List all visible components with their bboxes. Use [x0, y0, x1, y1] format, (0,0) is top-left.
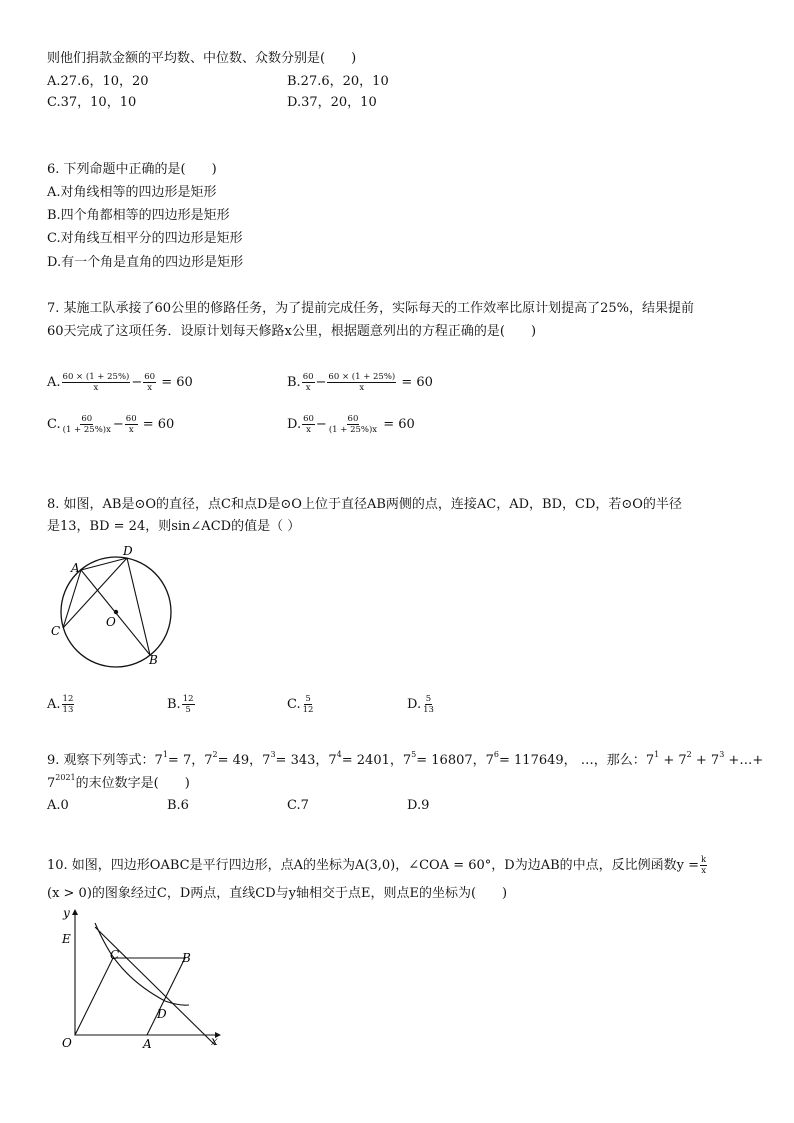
base: 7	[678, 753, 687, 768]
label-y: y	[63, 906, 70, 920]
denominator: x	[147, 383, 153, 393]
fraction	[143, 372, 156, 393]
minus-sign: −	[131, 375, 143, 390]
base: 7	[204, 753, 213, 768]
numerator: 60	[302, 372, 314, 382]
q7-stem-line1: 7. 某施工队承接了60公里的修路任务，为了提前完成任务，实际每天的工作效率比原计划提高了25%，结果提前	[47, 301, 694, 316]
q8-stem-line1: 8. 如图，AB是⊙O的直径，点C和点D是⊙O上位于直径AB两侧的点，连接AC，AD，BD，CD，若⊙O的半径	[47, 497, 682, 512]
option-label: A.	[47, 697, 61, 712]
exponent: 3	[719, 749, 725, 759]
equals-60: = 60	[161, 375, 193, 390]
minus-sign: −	[315, 417, 327, 432]
base: 7	[710, 753, 720, 768]
fraction-k-over-x	[700, 855, 707, 876]
q9-stem-line1: 9. 观察下列等式：$7^1= 7$，$7^2= 49$，$7^3= 343$，$7^4= 2401$，$7^5= 16807$，$7^6= 117649$， …，那么：$7^1 + 7^2 + 7^3$ +…+	[47, 749, 764, 768]
q9-prefix: 9. 观察下列等式：	[47, 753, 155, 768]
numerator: 60	[125, 414, 137, 424]
q8-option-d	[407, 694, 436, 715]
numerator: 60	[144, 372, 156, 382]
base: 7	[402, 753, 412, 768]
exponent: 2021	[55, 772, 76, 782]
exponent: 4	[336, 749, 342, 759]
rhs: = 49，	[217, 753, 263, 768]
q9-option-b: B.6	[167, 798, 189, 813]
hyperbola-curve	[95, 923, 189, 1005]
option-label: D.	[407, 697, 422, 712]
numerator: 12	[182, 694, 194, 704]
q10-coordinate-figure	[55, 905, 230, 1055]
q6-stem: 6. 下列命题中正确的是( )	[47, 162, 217, 177]
option-label: B.	[287, 375, 301, 390]
q7-stem-line2: 60天完成了这项任务．设原计划每天修路x公里，根据题意列出的方程正确的是( )	[47, 324, 537, 339]
denominator: (1 + 25%)x	[62, 425, 111, 435]
q8-option-c	[287, 694, 315, 715]
rhs: = 16807，	[416, 753, 486, 768]
base: 7	[485, 753, 494, 768]
denominator: x	[701, 866, 706, 876]
q8-option-a	[47, 694, 75, 715]
y-axis-arrow	[72, 909, 78, 915]
equals-60: = 60	[383, 417, 415, 432]
exponent: 1	[162, 749, 168, 759]
base: 7	[47, 776, 56, 791]
exponent: 1	[654, 749, 660, 759]
label-c: C	[51, 624, 61, 638]
q9-option-c: C.7	[287, 798, 309, 813]
denominator: 13	[62, 705, 74, 715]
q10-stem-line1	[47, 855, 708, 876]
base: 7	[262, 753, 271, 768]
q10-stem-text: 10. 如图，四边形OABC是平行四边形，点A的坐标为A(3,0)，∠COA = 60°，D为边AB的中点，反比例函数y =	[47, 858, 700, 873]
rhs: = 343，	[275, 753, 329, 768]
q7-option-d	[287, 414, 415, 435]
fraction	[62, 414, 112, 435]
rhs: = 2401，	[341, 753, 403, 768]
denominator: x	[359, 383, 365, 393]
label-c: C	[110, 948, 120, 962]
base: 7	[328, 753, 337, 768]
q7-option-b	[287, 372, 433, 393]
denominator: 12	[302, 705, 314, 715]
q9-stem-line2	[47, 772, 190, 793]
fraction	[125, 414, 138, 435]
q6-option-c: C.对角线互相平分的四边形是矩形	[47, 231, 243, 246]
denominator: 5	[185, 705, 191, 715]
denominator: (1 + 25%)x	[328, 425, 378, 435]
fraction	[62, 372, 131, 393]
numerator: 60	[303, 414, 314, 424]
fraction	[182, 694, 195, 715]
base: 7	[154, 753, 163, 768]
minus-sign: −	[315, 375, 327, 390]
numerator: 60	[81, 414, 93, 424]
q5-option-b: B.27.6，20，10	[287, 74, 389, 89]
equals-60: = 60	[142, 417, 175, 432]
option-label: A.	[47, 375, 61, 390]
q8-stem-line2: 是13，BD = 24，则sin∠ACD的值是（ ）	[47, 519, 301, 534]
option-label: C.	[287, 697, 301, 712]
sum-tail: +…+	[728, 753, 764, 768]
numerator: 60 × (1 + 25%)	[62, 372, 130, 382]
q9-question-text: 的末位数字是( )	[75, 776, 190, 791]
q8-option-b	[167, 694, 196, 715]
q6-option-b: B.四个角都相等的四边形是矩形	[47, 208, 230, 223]
q9-mid-text: …，那么：	[576, 753, 646, 768]
q9-option-d: D.9	[407, 798, 430, 813]
label-a: A	[71, 561, 80, 575]
minus-sign: −	[112, 417, 124, 432]
exponent: 3	[270, 749, 276, 759]
denominator: x	[128, 425, 134, 435]
q6-option-d: D.有一个角是直角的四边形是矩形	[47, 255, 244, 270]
fraction	[328, 414, 378, 435]
numerator: 5	[425, 694, 432, 704]
q10-stem-line2: (x > 0)的图象经过C，D两点，直线CD与y轴相交于点E，则点E的坐标为( )	[47, 886, 508, 901]
fraction	[302, 694, 315, 715]
center-point-o	[114, 610, 118, 614]
label-o: O	[106, 615, 116, 629]
q9-option-a: A.0	[47, 798, 69, 813]
label-b: B	[182, 951, 191, 965]
exponent: 2	[686, 749, 692, 759]
denominator: 13	[423, 705, 434, 715]
base: 7	[645, 753, 655, 768]
q5-option-c: C.37，10，10	[47, 95, 137, 110]
q7-option-c	[47, 414, 174, 435]
numerator: k	[701, 855, 707, 865]
denominator: x	[305, 383, 311, 393]
q7-option-a	[47, 372, 193, 393]
exponent: 6	[493, 749, 500, 759]
q5-option-a: A.27.6，10，20	[47, 74, 149, 89]
denominator: x	[306, 425, 311, 435]
fraction	[62, 694, 75, 715]
numerator: 60	[347, 414, 359, 424]
q5-stem: 则他们捐款金额的平均数、中位数、众数分别是( )	[47, 51, 357, 66]
fraction	[302, 372, 315, 393]
equals-60: = 60	[401, 375, 433, 390]
label-a: A	[143, 1037, 152, 1051]
exponent: 2	[212, 749, 218, 759]
label-o: O	[62, 1036, 72, 1050]
parallelogram-oabc	[75, 958, 185, 1035]
label-e: E	[62, 932, 71, 946]
numerator: 5	[305, 694, 311, 704]
label-d: D	[157, 1007, 167, 1021]
q6-option-a: A.对角线相等的四边形是矩形	[47, 185, 217, 200]
label-x: x	[211, 1034, 218, 1048]
denominator: x	[93, 383, 99, 393]
line-cd	[95, 927, 215, 1045]
fraction	[327, 372, 396, 393]
exponent: 5	[411, 749, 417, 759]
rhs: = 117649，	[499, 753, 577, 768]
numerator: 60 × (1 + 25%)	[328, 372, 396, 382]
q5-option-d: D.37，20，10	[287, 95, 377, 110]
fraction	[422, 694, 435, 715]
fraction	[302, 414, 315, 435]
label-b: B	[149, 653, 158, 667]
option-label: B.	[167, 697, 181, 712]
rhs: = 7，	[167, 753, 205, 768]
option-label: D.	[287, 417, 302, 432]
option-label: C.	[47, 417, 61, 432]
numerator: 12	[62, 694, 74, 704]
label-d: D	[123, 544, 133, 558]
q8-circle-figure	[44, 540, 184, 670]
